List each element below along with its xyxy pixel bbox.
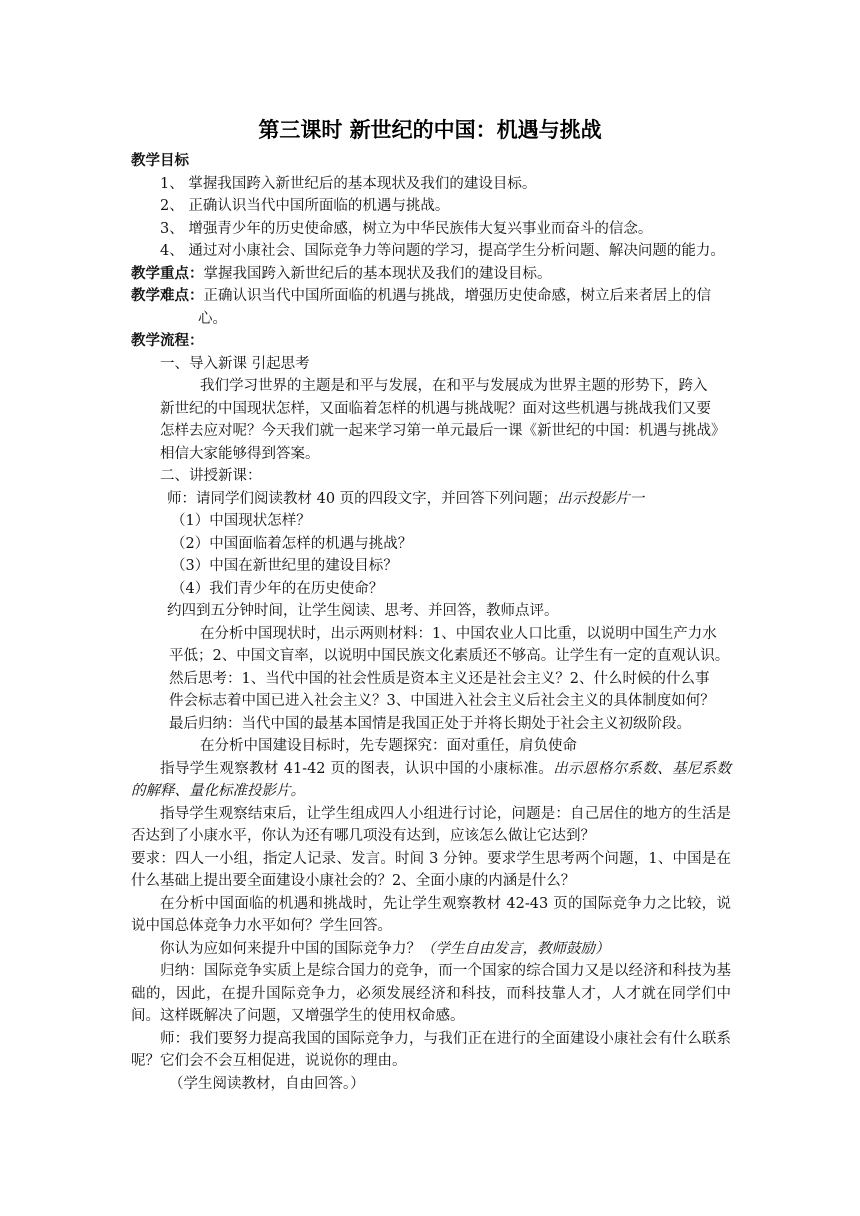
teacher-prompt-note: 出示投影片一 [557,490,645,507]
analysis-line: 最后归纳：当代中国的最基本国情是我国正处于并将长期处于社会主义初级阶段。 [169,715,691,732]
objective-item: 3、 增强青少年的历史使命感，树立为中华民族伟大复兴事业而奋斗的信念。 [160,220,653,237]
analysis-line: 件会标志着中国已进入社会主义？3、中国进入社会主义后社会主义的具体制度如何？ [169,693,715,709]
challenge-paragraph: 在分析中国面临的机遇和挑战时，先让学生观察教材 42-43 页的国际竞争力之比较，说说中国总体竞争力水平如何？学生回答。 [131,895,731,934]
goal-analysis: 在分析中国建设目标时，先专题探究：面对重任，肩负使命 [200,738,577,754]
section-title: 二、讲授新课： [160,468,262,484]
key-point [131,263,731,286]
improve-question-text: 你认为应如何来提升中国的国际竞争力？ [160,940,421,957]
difficulty-label: 教学难点： [131,287,204,304]
difficulty-text: 正确认识当代中国所面临的机遇与挑战，增强历史使命感，树立后来者居上的信 [203,288,711,304]
teacher-prompt-text: 师：请同学们阅读教材 40 页的四段文字，并回答下列问题； [167,490,558,507]
guide-note: 出示恩格尔系数、基尼系数的解释、量化标准投影片。 [131,760,731,799]
key-point-text: 掌握我国跨入新世纪后的基本现状及我们的建设目标。 [203,265,552,282]
teacher-prompt [131,488,731,511]
difficulty [131,285,731,308]
objective-item: 2、 正确认识当代中国所面临的机遇与挑战。 [160,198,450,214]
discussion-paragraph: 指导学生观察结束后，让学生组成四人小组进行讨论，问题是：自己居住的地方的生活是否达到了小康水平，你认为还有哪几项没有达到，应该怎么做让它达到？ [131,805,731,844]
time-note: 约四到五分钟时间，让学生阅读、思考、并回答，教师点评。 [167,603,559,619]
teacher-question-paragraph: 师：我们要努力提高我国的国际竞争力，与我们正在进行的全面建设小康社会有什么联系呢？它们会不会互相促进，说说你的理由。 [131,1030,731,1069]
objectives-heading: 教学目标 [131,152,189,169]
page-title: 第三课时 新世纪的中国：机遇与挑战 [258,118,602,142]
question-item: （2）中国面临着怎样的机遇与挑战？ [171,535,413,552]
section-title: 一、导入新课 引起思考 [160,355,310,372]
analysis-line: 平低；2、中国文盲率，以说明中国民族文化素质还不够高。让学生有一定的直观认识。 [169,648,730,664]
analysis-line: 在分析中国现状时，出示两则材料：1、中国农业人口比重，以说明中国生产力水 [200,625,717,642]
document-body [131,150,731,1095]
improve-question [131,938,731,961]
question-item: （3）中国在新世纪里的建设目标？ [171,558,398,574]
improve-question-note: （学生自由发言，教师鼓励） [421,940,610,957]
intro-line: 怎样去应对呢？今天我们就一起来学习第一单元最后一课《新世纪的中国：机遇与挑战》 [160,423,726,439]
summary-paragraph: 归纳：国际竞争实质上是综合国力的竞争，而一个国家的综合国力又是以经济和科技为基础的，因此，在提升国际竞争力，必须发展经济和科技，而科技靠人才，人才就在同学们中间。这样既解决了问题，又增强学生的使用权命感。 [131,963,731,1024]
question-item: （1）中国现状怎样？ [171,513,311,529]
difficulty-continuation: 心。 [198,310,227,327]
flow-heading: 教学流程： [131,332,204,349]
objective-item: 1、 掌握我国跨入新世纪后的基本现状及我们的建设目标。 [160,175,537,192]
intro-line: 相信大家能够得到答案。 [160,445,320,462]
intro-line: 新世纪的中国现状怎样，又面临着怎样的机遇与挑战呢？面对这些机遇与挑战我们又要 [160,400,711,417]
guide-paragraph [131,758,731,803]
question-item: （4）我们青少年的在历史使命？ [171,580,384,597]
guide-text: 指导学生观察教材 41-42 页的图表，认识中国的小康标准。 [160,760,554,777]
requirement-paragraph: 要求：四人一小组，指定人记录、发言。时间 3 分钟。要求学生思考两个问题，1、中国是在什么基础上提出要全面建设小康社会的？2、全面小康的内涵是什么？ [131,850,731,889]
intro-line: 我们学习世界的主题是和平与发展，在和平与发展成为世界主题的形势下，跨入 [200,378,708,394]
key-point-label: 教学重点： [131,264,204,282]
closing-note: （学生阅读教材，自由回答。） [169,1075,365,1092]
analysis-line: 然后思考：1、当代中国的社会性质是资本主义还是社会主义？2、什么时候的什么事 [169,670,710,687]
objective-item: 4、 通过对小康社会、国际竞争力等问题的学习，提高学生分析问题、解决问题的能力。 [160,243,725,259]
